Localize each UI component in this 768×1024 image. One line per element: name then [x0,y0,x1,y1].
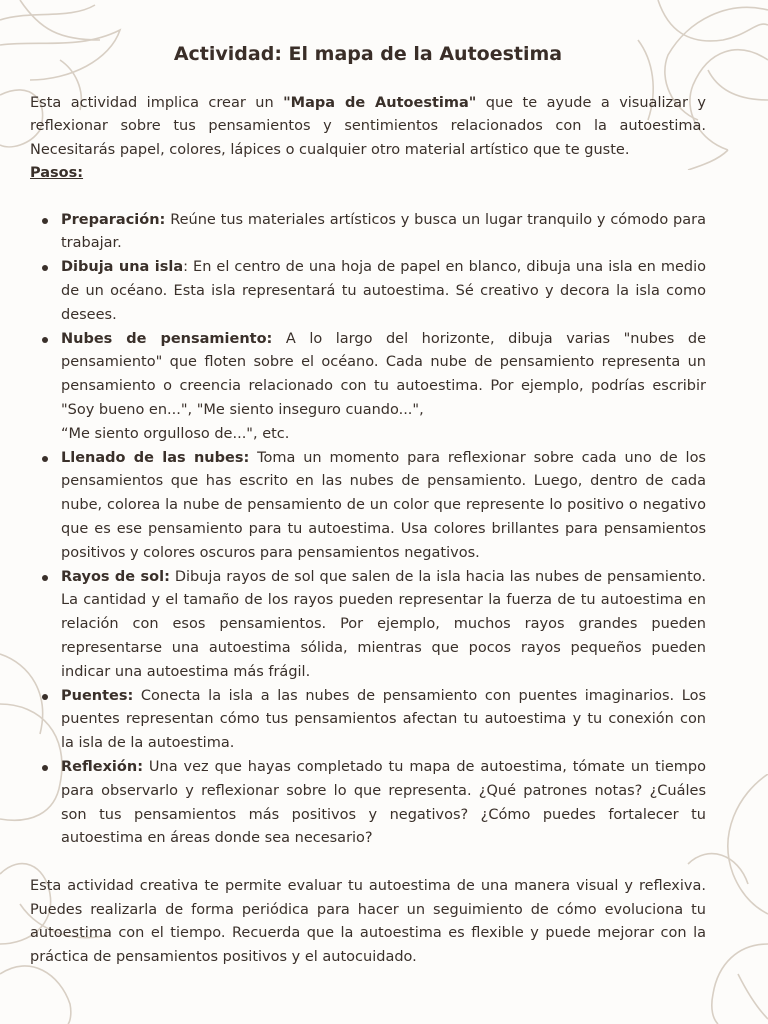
bullet-dot-icon [42,694,48,700]
step-text: Toma un momento para reflexionar sobre cada uno de los pensamientos que has escrito en las nubes de pensamiento. Luego, dentro de cada nube, colorea la nube de pensamiento de un color que represente lo positivo o negativo que es ese pensamiento para tu autoestima. Usa colores brillantes para pensamientos positivos y colores oscuros para pensamientos negativos. [61,449,706,561]
step-label: Rayos de sol: [61,568,170,585]
intro-paragraph [30,92,706,162]
list-item [30,328,706,447]
bullet-dot-icon [42,218,48,224]
bullet-dot-icon [42,765,48,771]
step-text: Una vez que hayas completado tu mapa de autoestima, tómate un tiempo para observarlo y reflexionar sobre lo que representa. ¿Qué patrones notas? ¿Cuáles son tus pensamientos más positivos y negativos? ¿Cómo puedes fortalecer tu autoestima en áreas donde sea necesario? [61,758,706,847]
steps-heading: Pasos: [30,165,84,182]
bullet-dot-icon [42,575,48,581]
list-item [30,447,706,566]
bullet-dot-icon [42,337,48,343]
intro-text-start: Esta actividad implica crear un [30,95,284,111]
step-text: Reúne tus materiales artísticos y busca un lugar tranquilo y cómodo para trabajar. [61,211,706,252]
page-title: Actividad: El mapa de la Autoestima [173,43,563,65]
intro-highlight: "Mapa de Autoestima" [283,95,477,111]
step-label: Nubes de pensamiento: [61,330,273,347]
intro-text-end: que te ayude a visualizar y reflexionar sobre tus pensamientos y sentimientos relacionados con la autoestima. Necesitarás papel, colores, lápices o cualquier otro material artístico que te guste. [30,95,706,158]
step-text: : En el centro de una hoja de papel en blanco, dibuja una isla en medio de un océano. Esta isla representará tu autoestima. Sé creativo y decora la isla como desees. [61,259,706,323]
list-item [30,256,706,327]
list-item [30,566,706,685]
bullet-dot-icon [42,456,48,462]
steps-list [30,209,706,852]
document-page [30,0,706,984]
list-item [30,685,706,756]
list-item [30,209,706,257]
step-text: A lo largo del horizonte, dibuja varias "nubes de pensamiento" que floten sobre el océano. Cada nube de pensamiento representa un pensamiento o creencia relacionado con tu autoestima. Por ejemplo, podrías escribir "Soy bueno en...", "Me siento inseguro cuando...", [61,330,706,418]
bullet-dot-icon [42,265,48,271]
step-label: Dibuja una isla [61,259,184,276]
step-text: Conecta la isla a las nubes de pensamiento con puentes imaginarios. Los puentes representan cómo tus pensamientos afectan tu autoestima y tu conexión con la isla de la autoestima. [61,687,706,752]
step-label: Llenado de las nubes: [61,449,250,466]
step-text: Dibuja rayos de sol que salen de la isla hacia las nubes de pensamiento. La cantidad y el tamaño de los rayos pueden representar la fuerza de tu autoestima en relación con esos pensamientos. Por ejemplo, muchos rayos grandes pueden representarse una autoestima sólida, mientras que pocos rayos pequeños pueden indicar una autoestima más frágil. [61,568,706,680]
step-label: Puentes: [61,687,134,704]
list-item [30,756,706,851]
step-text-continued: “Me siento orgulloso de...", etc. [61,425,290,442]
step-label: Preparación: [61,211,166,228]
step-label: Reflexión: [61,758,143,775]
closing-paragraph: Esta actividad creativa te permite evaluar tu autoestima de una manera visual y reflexiva. Puedes realizarla de forma periódica para hacer un seguimiento de cómo evoluciona tu autoestima con el tiempo. Recuerda que la autoestima es flexible y puede mejorar con la práctica de pensamientos positivos y el autocuidado. [30,878,706,965]
